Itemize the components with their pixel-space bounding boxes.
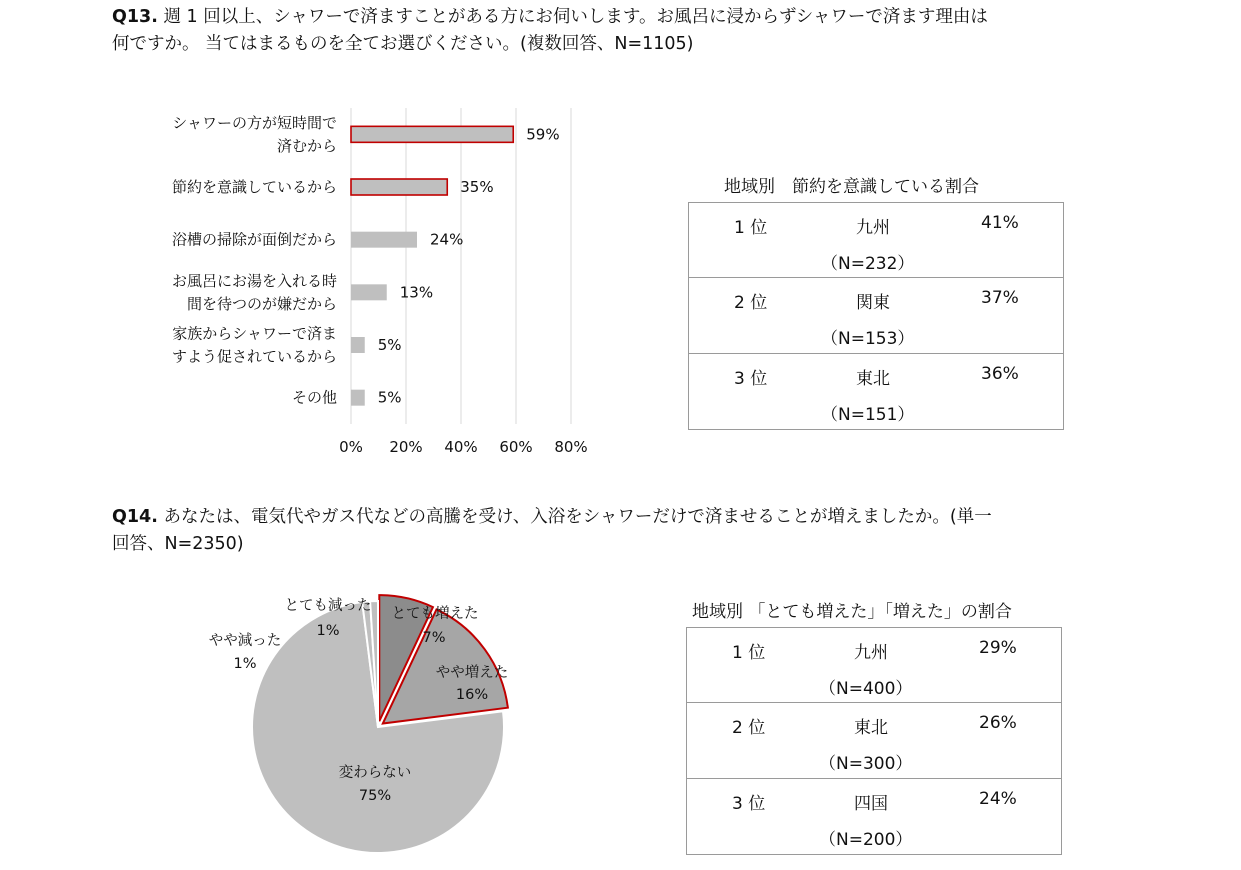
q14-title-line1: あなたは、電気代やガス代などの高騰を受け、入浴をシャワーだけで済ませることが増えましたか。(単一 [163,507,992,527]
category-label-line: 間を待つのが嫌だから [186,294,337,313]
x-tick-label: 80% [554,438,588,456]
q14-number: Q14. [112,507,158,527]
region-sample-size: （N=200） [819,830,913,850]
rank-table-2-caption: 地域別 「とても増えた」「増えた」の割合 [692,602,1012,622]
rank-table-1-row-3 [688,354,1064,430]
bar-value-label: 35% [460,178,494,196]
q13-title-line1: 週 1 回以上、シャワーで済ますことがある方にお伺いします。お風呂に浸からずシャワーで済ます理由は [163,7,988,27]
bar-value-label: 24% [430,230,464,249]
bar-value-label: 59% [526,125,560,144]
pie-slice-label: やや増えた [435,665,509,681]
pie-slice-percent: 7% [422,630,446,646]
pie-slice-percent: 1% [316,623,340,639]
rank-label: 2 位 [732,718,766,738]
rank-label: 3 位 [732,794,766,814]
pie-slice-percent: 1% [233,656,257,672]
category-label-line: シャワーの方が短時間で [172,113,337,132]
rank-table-1 [688,202,1064,430]
x-tick-label: 60% [499,438,533,456]
pie-slice-label: やや減った [208,633,282,649]
q13-title-line2: 何ですか。 当てはまるものを全てお選びください。(複数回答、N=1105) [112,34,694,54]
q14-title-line2: 回答、N=2350) [112,534,244,554]
region-name: 東北 [854,718,888,738]
region-percent: 37% [981,288,1019,308]
region-name: 九州 [856,218,890,238]
x-tick-label: 20% [389,438,423,456]
region-percent: 41% [981,213,1019,233]
pie-slice-label: とても増えた [391,606,479,622]
rank-table-1-caption: 地域別 節約を意識している割合 [724,177,979,197]
region-percent: 36% [981,364,1019,384]
category-label-line: その他 [291,388,337,407]
category-label-line: 浴槽の掃除が面倒だから [171,230,337,249]
category-label-line: 済むから [276,136,337,155]
category-label-line: お風呂にお湯を入れる時 [171,271,337,290]
region-percent: 29% [979,638,1017,658]
rank-table-2-row-3 [686,779,1062,855]
region-sample-size: （N=300） [819,754,913,774]
rank-label: 3 位 [734,369,768,389]
region-name: 関東 [856,293,890,313]
q13-number: Q13. [112,7,158,27]
pie-slice-percent: 16% [455,687,489,703]
category-label-line: 節約を意識しているから [171,178,337,196]
region-sample-size: （N=151） [821,405,915,425]
region-name: 四国 [854,794,888,814]
pie-slice-label: 変わらない [338,765,412,781]
category-label-line: 家族からシャワーで済ま [172,324,337,343]
region-name: 東北 [856,369,890,389]
bar-value-label: 13% [399,283,434,302]
region-sample-size: （N=232） [821,254,915,274]
bar-value-label: 5% [377,336,402,354]
category-label-line: すよう促されているから [171,347,337,366]
region-percent: 26% [979,713,1017,733]
rank-table-1-row-2 [688,278,1064,354]
rank-label: 2 位 [734,293,768,313]
region-name: 九州 [854,643,888,663]
x-tick-label: 40% [444,438,478,456]
region-sample-size: （N=400） [819,679,913,699]
rank-label: 1 位 [732,643,766,663]
rank-table-2-row-2 [686,703,1062,779]
rank-table-2-row-1 [686,627,1062,703]
rank-table-2 [686,627,1062,855]
pie-slice-percent: 75% [358,788,392,804]
x-tick-label: 0% [339,438,363,456]
pie-slice-label: とても減った [284,598,372,614]
bar-value-label: 5% [377,388,402,407]
rank-label: 1 位 [734,218,768,238]
rank-table-1-row-1 [688,202,1064,278]
region-percent: 24% [979,789,1017,809]
region-sample-size: （N=153） [821,329,915,349]
